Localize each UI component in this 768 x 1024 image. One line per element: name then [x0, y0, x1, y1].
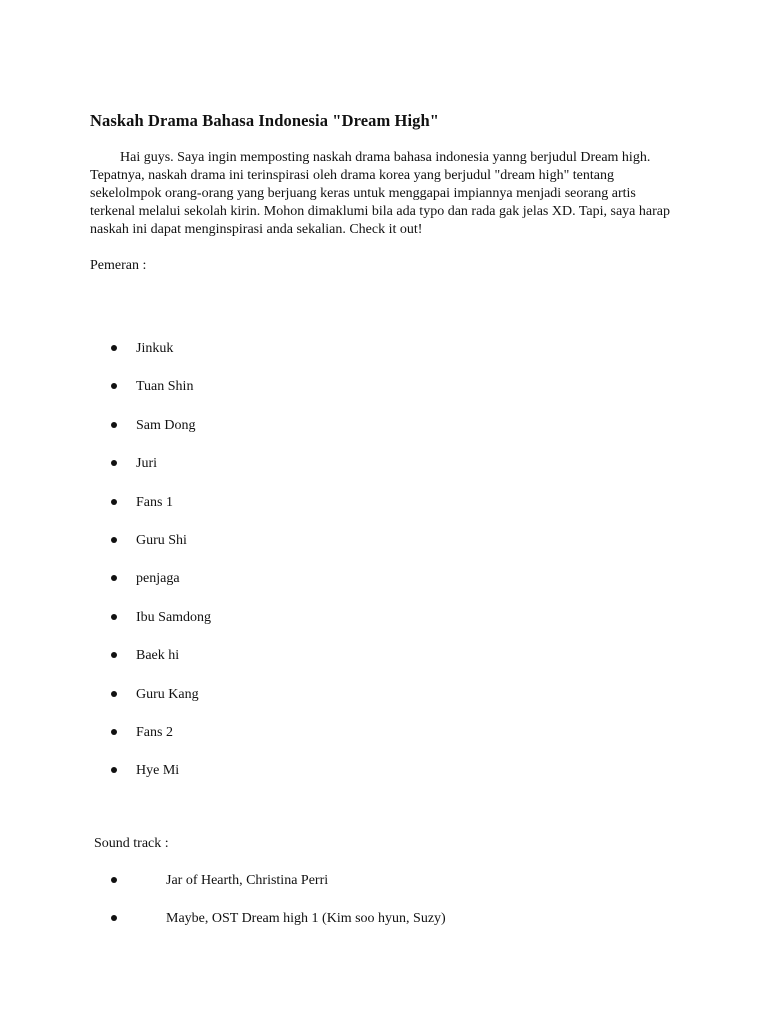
soundtrack-list [111, 871, 446, 948]
list-item [111, 608, 211, 646]
bullet-icon [111, 729, 117, 735]
list-item [111, 761, 211, 799]
bullet-icon [111, 422, 117, 428]
cast-name: Hye Mi [136, 763, 180, 779]
bullet-icon [111, 460, 117, 466]
list-item [111, 493, 211, 531]
list-item [111, 909, 446, 947]
list-item [111, 871, 446, 909]
bullet-icon [111, 915, 117, 921]
bullet-icon [111, 575, 117, 581]
bullet-icon [111, 877, 117, 883]
bullet-icon [111, 499, 117, 505]
list-item [111, 723, 211, 761]
document-title: Naskah Drama Bahasa Indonesia "Dream High" [90, 111, 440, 130]
intro-paragraph: Hai guys. Saya ingin memposting naskah drama bahasa indonesia yanng berjudul Dream high. Tepatnya, naskah drama ini terinspirasi oleh drama korea yang berjudul "dream high" tentang sekelolmpok orang-orang yang berjuang keras untuk menggapai impiannya menjadi seorang artis terkenal melalui sekolah kirin. Mohon dimaklumi bila ada typo dan rada gak jelas XD. Tapi, saya harap naskah ini dapat menginspirasi anda sekalian. Check it out! [90, 150, 670, 237]
bullet-icon [111, 345, 117, 351]
cast-name: Fans 2 [136, 724, 173, 740]
list-item [111, 339, 211, 377]
cast-name: Ibu Samdong [136, 609, 212, 625]
cast-name: Juri [136, 456, 157, 472]
list-item [111, 531, 211, 569]
list-item [111, 377, 211, 415]
bullet-icon [111, 767, 117, 773]
bullet-icon [111, 383, 117, 389]
list-item [111, 454, 211, 492]
bullet-icon [111, 691, 117, 697]
cast-name: Guru Kang [136, 686, 199, 702]
soundtrack-item: Maybe, OST Dream high 1 (Kim soo hyun, Suzy) [166, 911, 446, 927]
list-item [111, 646, 211, 684]
list-item [111, 416, 211, 454]
soundtrack-item: Jar of Hearth, Christina Perri [166, 873, 329, 888]
cast-name: Jinkuk [136, 341, 174, 356]
cast-label: Pemeran : [90, 258, 147, 273]
cast-name: Tuan Shin [136, 379, 194, 395]
soundtrack-label: Sound track : [94, 836, 169, 851]
bullet-icon [111, 537, 117, 543]
cast-name: Sam Dong [136, 417, 196, 433]
list-item [111, 569, 211, 607]
list-item [111, 685, 211, 723]
cast-name: Baek hi [136, 648, 180, 664]
bullet-icon [111, 652, 117, 658]
cast-name: Fans 1 [136, 494, 173, 510]
cast-list [111, 339, 211, 800]
cast-name: Guru Shi [136, 532, 187, 548]
cast-name: penjaga [136, 571, 180, 587]
bullet-icon [111, 614, 117, 620]
